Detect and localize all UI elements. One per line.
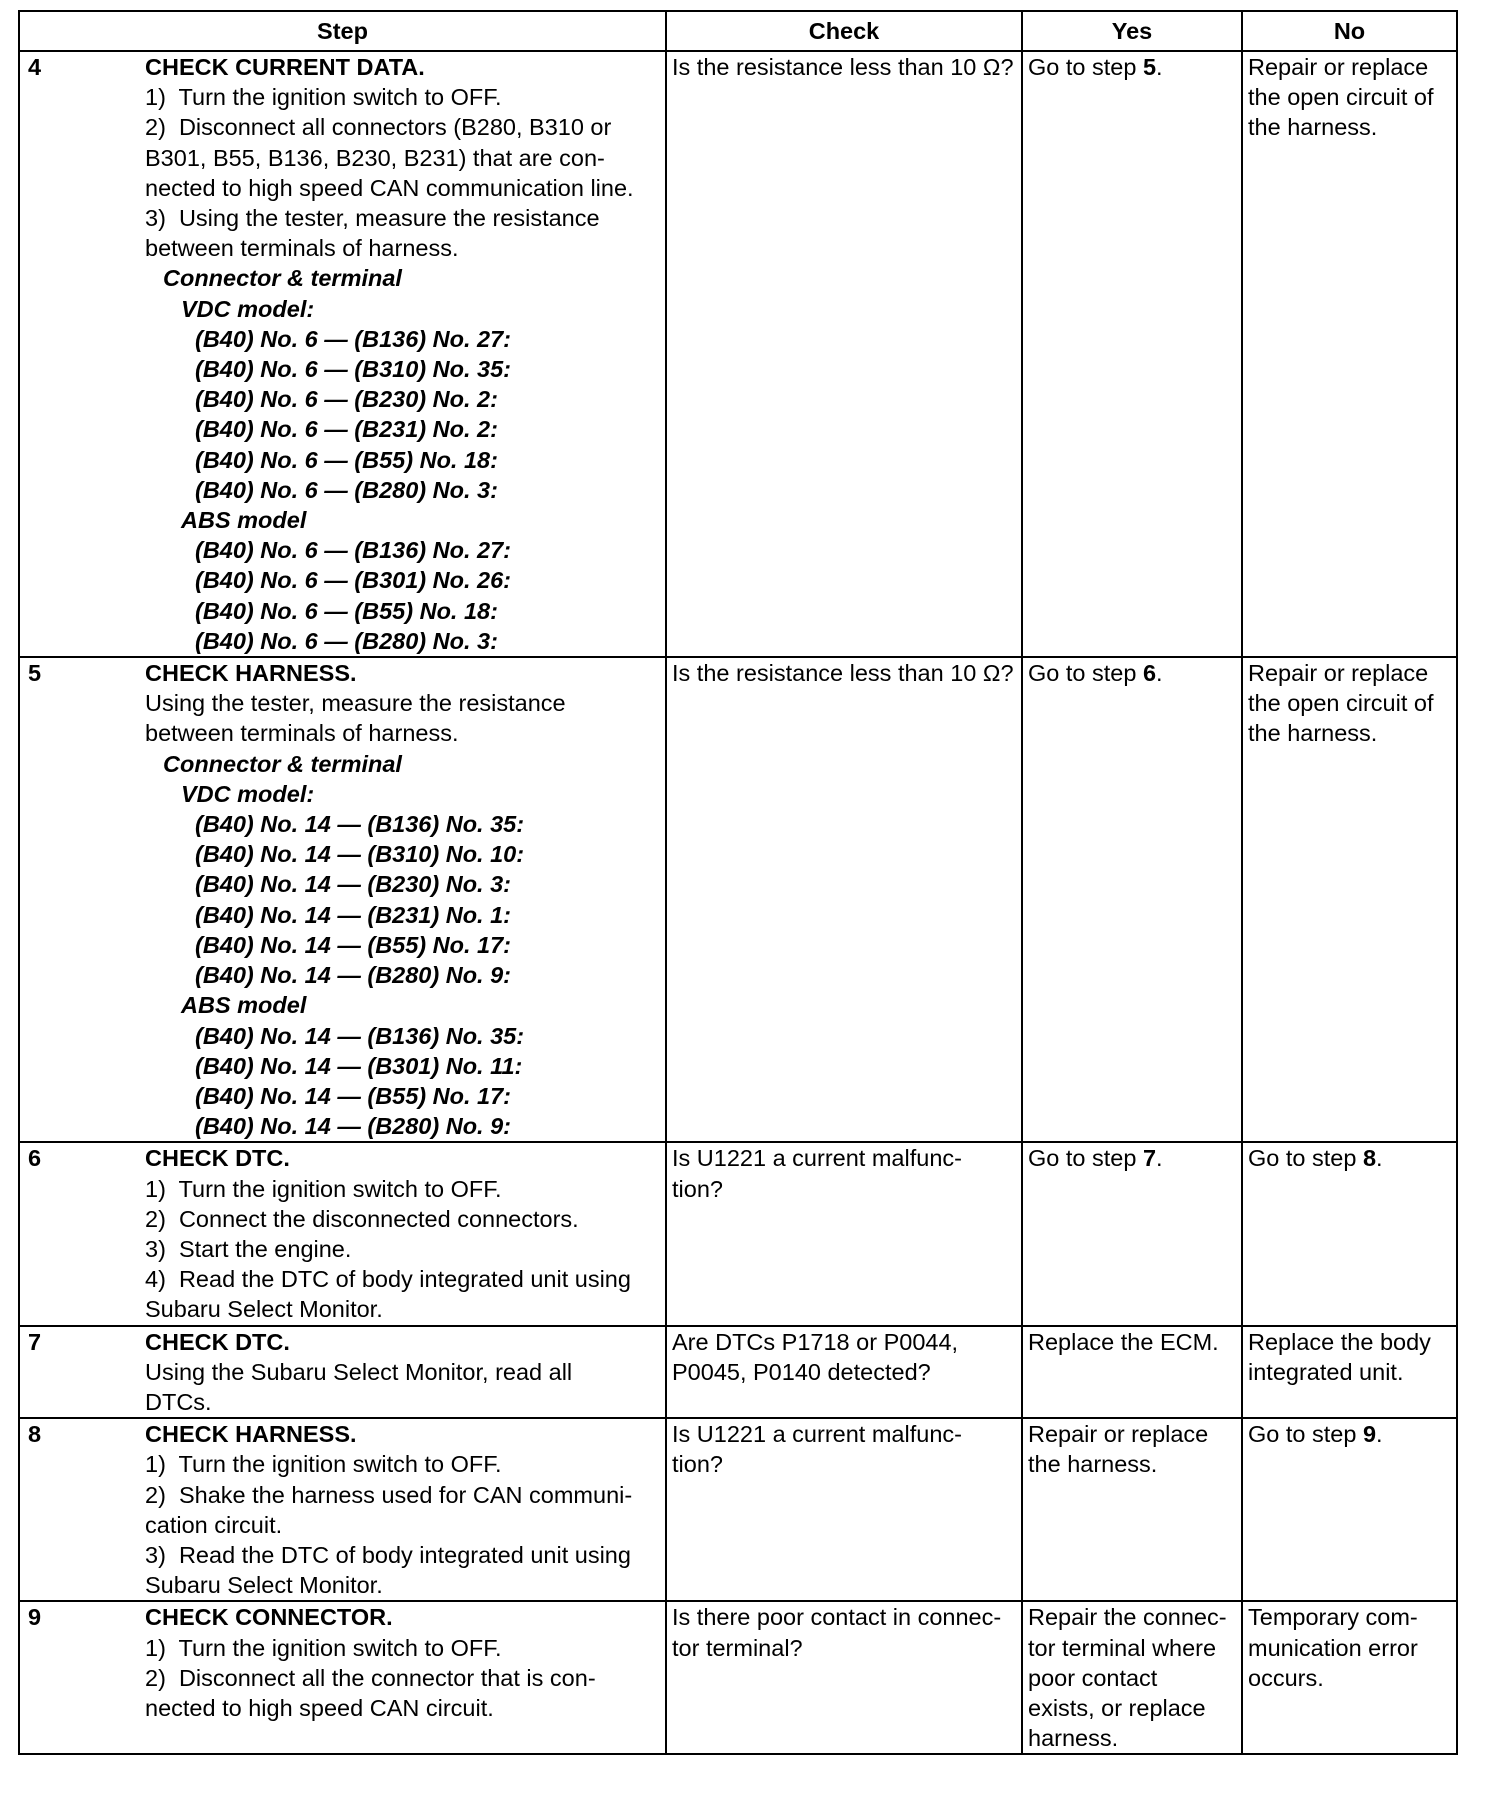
check-line: P0045, P0140 detected? [672,1358,931,1385]
step-wrap [25,52,660,656]
check-line: Is U1221 a current malfunc- [672,1145,962,1172]
step-title: CHECK HARNESS. [145,1421,357,1448]
terminal-line: (B40) No. 14 — (B310) No. 10: [195,841,525,868]
step-line: 3) Using the tester, measure the resistance [145,205,600,232]
header-step: Step [19,11,666,51]
check-cell [666,657,1022,1142]
terminal-line: (B40) No. 14 — (B55) No. 17: [195,931,512,958]
abs-heading: ABS model [181,992,307,1019]
step-line: Subaru Select Monitor. [145,1296,383,1323]
check-line: Are DTCs P1718 or P0044, [672,1328,959,1355]
step-line: nected to high speed CAN circuit. [145,1694,494,1721]
step-number [25,658,145,1141]
yes-step-number: 6 [1142,660,1157,687]
yes-line: tor terminal where [1028,1634,1217,1661]
step-line: between terminals of harness. [145,720,459,747]
step-wrap [25,1143,660,1324]
check-line: Is the resistance less than 10 Ω? [672,660,1014,687]
yes-cell [1022,1418,1242,1601]
no-cell [1242,51,1457,657]
terminal-line: (B40) No. 14 — (B231) No. 1: [195,901,512,928]
table-row [19,657,1457,1142]
step-line: 1) Turn the ignition switch to OFF. [145,1451,502,1478]
no-cell [1242,1326,1457,1419]
step-line: 2) Shake the harness used for CAN communi- [145,1481,633,1508]
step-line: 1) Turn the ignition switch to OFF. [145,1175,502,1202]
step-wrap [25,1602,660,1723]
step-number [25,1602,145,1723]
step-line: 3) Read the DTC of body integrated unit using [145,1541,631,1568]
yes-cell [1022,1326,1242,1419]
step-number-text: 8 [28,1421,42,1448]
no-line: Go to step 9. [1248,1421,1383,1448]
step-cell [19,1601,666,1754]
check-cell [666,51,1022,657]
step-content [145,52,660,656]
terminal-line: (B40) No. 14 — (B136) No. 35: [195,1022,525,1049]
step-title: CHECK DTC. [145,1145,290,1172]
no-line: Go to step 8. [1248,1145,1383,1172]
step-line: B301, B55, B136, B230, B231) that are con- [145,144,605,171]
step-cell [19,1142,666,1325]
yes-line: Go to step 6. [1028,660,1163,687]
no-line: the harness. [1248,114,1378,141]
no-line: munication error [1248,1634,1418,1661]
step-cell [19,51,666,657]
table-row [19,1601,1457,1754]
yes-cell [1022,51,1242,657]
step-number [25,52,145,656]
step-number [25,1143,145,1324]
no-step-number: 8 [1362,1145,1377,1172]
terminal-line: (B40) No. 6 — (B55) No. 18: [195,597,498,624]
header-row [19,11,1457,51]
step-title: CHECK CURRENT DATA. [145,54,425,80]
terminal-line: (B40) No. 6 — (B230) No. 2: [195,386,498,413]
step-number-text: 6 [28,1145,42,1172]
step-number-text: 7 [28,1328,42,1355]
step-line: cation circuit. [145,1511,283,1538]
step-line: 2) Disconnect all the connector that is con- [145,1664,596,1691]
yes-cell [1022,1142,1242,1325]
check-line: Is U1221 a current malfunc- [672,1421,962,1448]
terminal-line: (B40) No. 14 — (B55) No. 17: [195,1082,512,1109]
diagnostic-table [18,10,1458,1755]
step-title: CHECK CONNECTOR. [145,1604,393,1631]
check-line: Is the resistance less than 10 Ω? [672,54,1014,80]
step-number-text: 4 [28,54,42,80]
check-cell [666,1418,1022,1601]
step-cell [19,1418,666,1601]
no-line: Repair or replace [1248,660,1429,687]
step-line: nected to high speed CAN communication line. [145,174,634,201]
table-row [19,1418,1457,1601]
check-line: tion? [672,1451,723,1478]
terminal-line: (B40) No. 6 — (B231) No. 2: [195,416,498,443]
terminal-line: (B40) No. 14 — (B280) No. 9: [195,1113,512,1140]
step-number-text: 9 [28,1604,42,1631]
terminal-line: (B40) No. 6 — (B136) No. 27: [195,325,512,352]
step-wrap [25,1327,660,1418]
check-line: tor terminal? [672,1634,803,1661]
terminal-line: (B40) No. 14 — (B136) No. 35: [195,811,525,838]
check-line: tion? [672,1175,723,1202]
table-row [19,1142,1457,1325]
no-cell [1242,1142,1457,1325]
terminal-line: (B40) No. 6 — (B310) No. 35: [195,356,512,383]
terminal-line: (B40) No. 6 — (B280) No. 3: [195,476,498,503]
no-line: the open circuit of [1248,84,1434,111]
step-line: Subaru Select Monitor. [145,1572,383,1599]
terminal-line: (B40) No. 6 — (B280) No. 3: [195,627,498,654]
yes-cell [1022,1601,1242,1754]
step-line: 3) Start the engine. [145,1235,352,1262]
step-cell [19,657,666,1142]
step-line: 4) Read the DTC of body integrated unit using [145,1266,631,1293]
no-line: integrated unit. [1248,1358,1404,1385]
step-number [25,1419,145,1600]
step-content [145,1143,660,1324]
yes-step-number: 7 [1142,1145,1157,1172]
terminal-line: (B40) No. 6 — (B55) No. 18: [195,446,498,473]
step-line: 2) Disconnect all connectors (B280, B310 or [145,114,612,141]
vdc-heading: VDC model: [181,780,315,807]
step-number-text: 5 [28,660,42,687]
yes-line: Repair or replace [1028,1421,1209,1448]
header-check: Check [666,11,1022,51]
step-title: CHECK DTC. [145,1328,290,1355]
check-cell [666,1142,1022,1325]
no-line: Temporary com- [1248,1604,1418,1631]
yes-line: Replace the ECM. [1028,1328,1219,1355]
terminal-line: (B40) No. 6 — (B301) No. 26: [195,567,512,594]
header-no: No [1242,11,1457,51]
check-line: Is there poor contact in connec- [672,1604,1002,1631]
step-line: Using the tester, measure the resistance [145,690,566,717]
connector-heading: Connector & terminal [163,265,402,292]
table-row [19,51,1457,657]
step-number [25,1327,145,1418]
connector-heading: Connector & terminal [163,750,402,777]
yes-line: the harness. [1028,1451,1158,1478]
yes-line: harness. [1028,1725,1119,1752]
step-line: DTCs. [145,1388,212,1415]
vdc-heading: VDC model: [181,295,315,322]
step-content [145,1419,660,1600]
header-yes: Yes [1022,11,1242,51]
terminal-line: (B40) No. 14 — (B301) No. 11: [195,1052,523,1079]
abs-heading: ABS model [181,507,307,534]
step-line: Using the Subaru Select Monitor, read all [145,1358,573,1385]
no-line: the open circuit of [1248,690,1434,717]
no-line: the harness. [1248,720,1378,747]
step-line: 2) Connect the disconnected connectors. [145,1205,579,1232]
yes-cell [1022,657,1242,1142]
step-line: 1) Turn the ignition switch to OFF. [145,84,502,111]
check-cell [666,1601,1022,1754]
terminal-line: (B40) No. 14 — (B230) No. 3: [195,871,512,898]
table-row [19,1326,1457,1419]
yes-line: Go to step 7. [1028,1145,1163,1172]
check-cell [666,1326,1022,1419]
step-line: between terminals of harness. [145,235,459,262]
yes-step-number: 5 [1142,54,1157,80]
terminal-line: (B40) No. 14 — (B280) No. 9: [195,962,512,989]
no-line: Replace the body [1248,1328,1431,1355]
yes-line: Repair the connec- [1028,1604,1227,1631]
no-cell [1242,1418,1457,1601]
no-line: Repair or replace [1248,54,1429,80]
yes-line: poor contact [1028,1664,1158,1691]
terminal-line: (B40) No. 6 — (B136) No. 27: [195,537,512,564]
step-wrap [25,658,660,1141]
no-line: occurs. [1248,1664,1324,1691]
step-wrap [25,1419,660,1600]
step-content [145,1327,660,1418]
step-content [145,1602,660,1723]
yes-line: exists, or replace [1028,1694,1206,1721]
step-line: 1) Turn the ignition switch to OFF. [145,1634,502,1661]
yes-line: Go to step 5. [1028,54,1163,80]
step-title: CHECK HARNESS. [145,660,357,687]
no-step-number: 9 [1362,1421,1377,1448]
step-cell [19,1326,666,1419]
no-cell [1242,1601,1457,1754]
no-cell [1242,657,1457,1142]
step-content [145,658,660,1141]
